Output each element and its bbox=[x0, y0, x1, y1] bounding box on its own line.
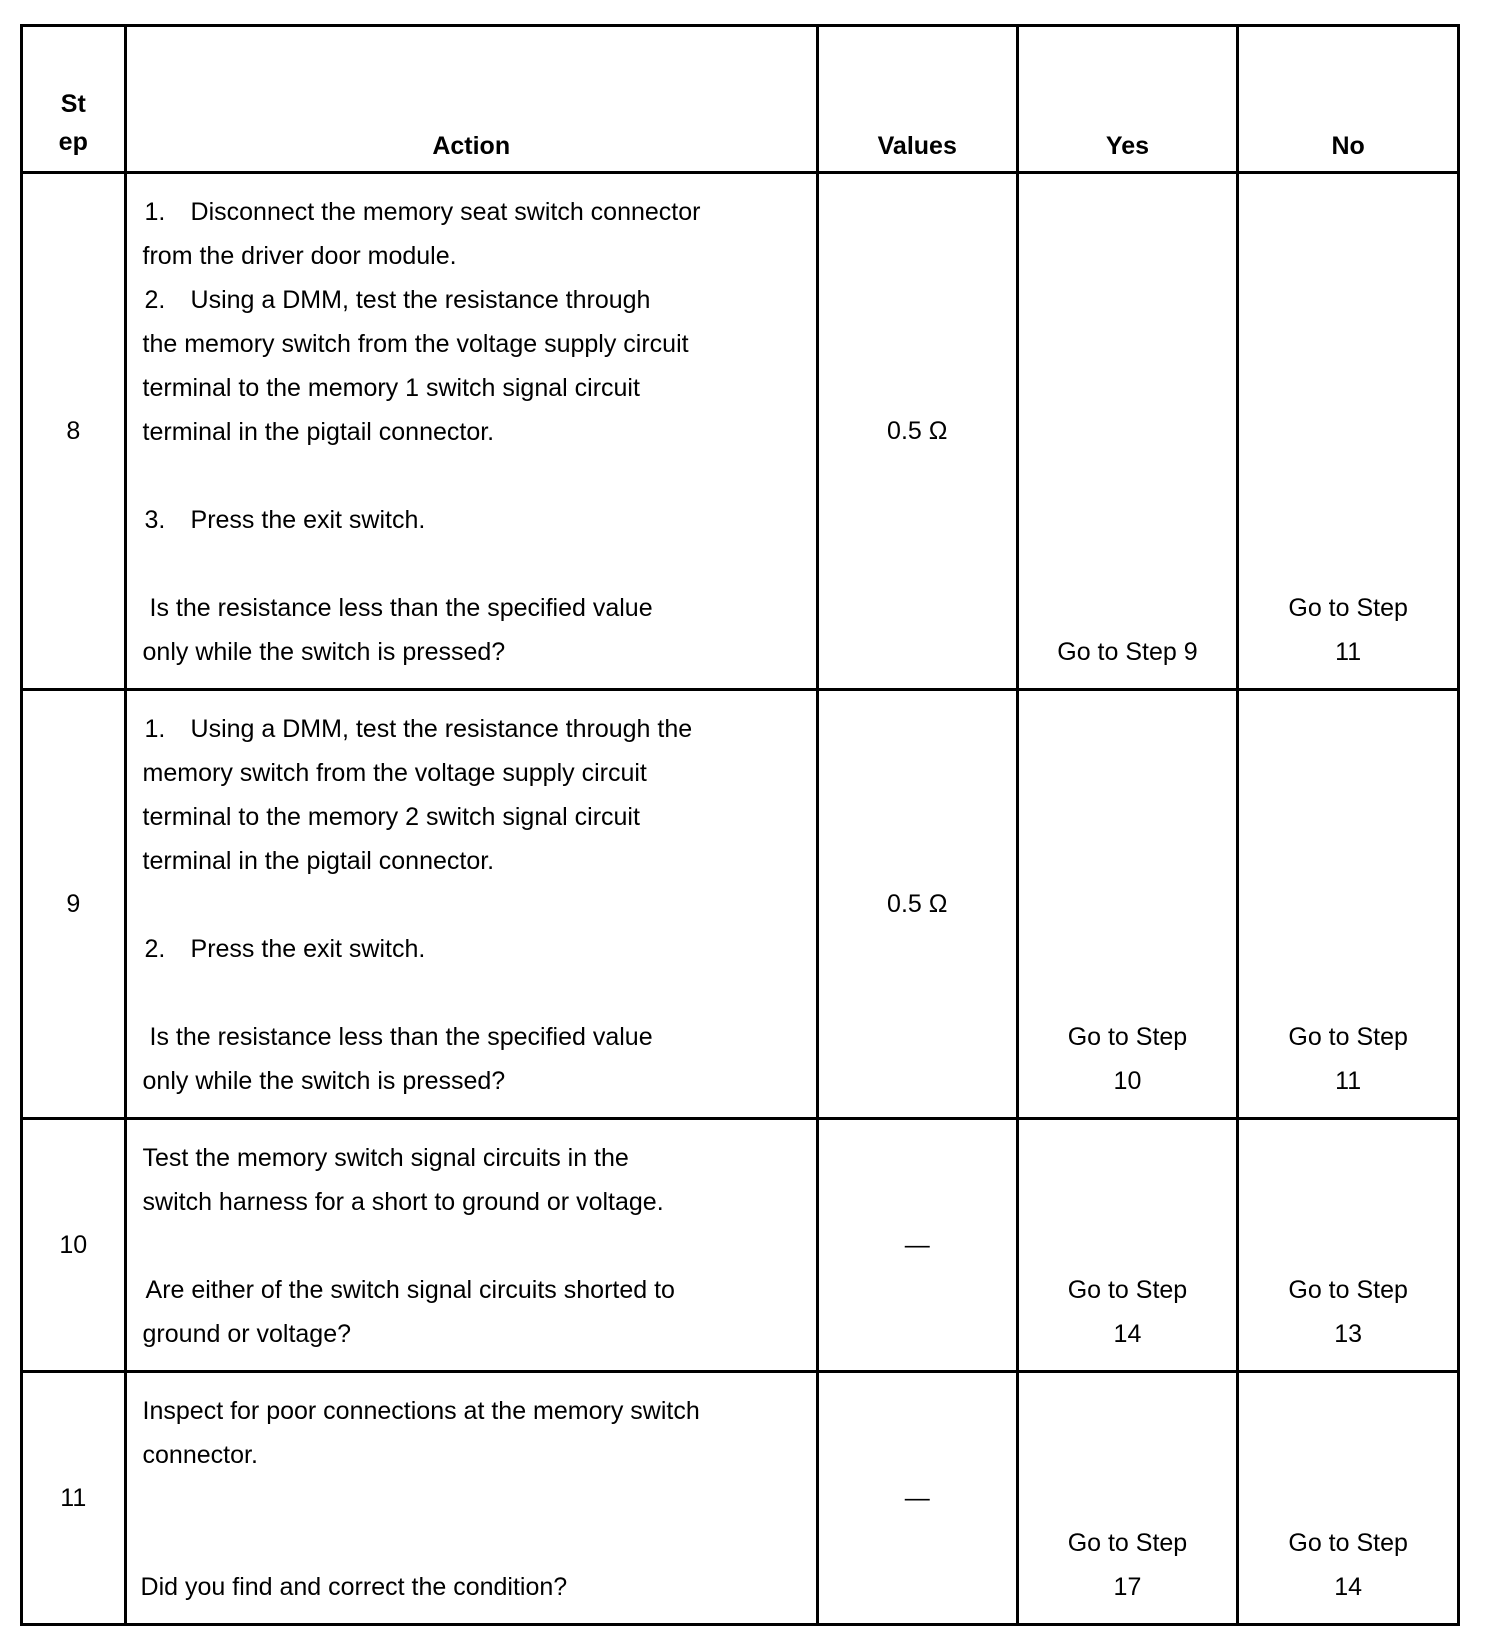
item-number: 1. bbox=[144, 198, 166, 226]
item-number: 1. bbox=[144, 715, 166, 743]
action-cell bbox=[125, 1372, 817, 1625]
diagnostic-table bbox=[20, 24, 1460, 1626]
action-line: Inspect for poor connections at the memory switch bbox=[142, 1397, 700, 1425]
action-line: the memory switch from the voltage supply circuit bbox=[142, 330, 689, 358]
no-line: Go to Step bbox=[1288, 1529, 1408, 1557]
action-cell bbox=[125, 690, 817, 1119]
question-line: Is the resistance less than the specified value bbox=[149, 594, 653, 622]
question-line: Did you find and correct the condition? bbox=[140, 1573, 568, 1601]
no-header: No bbox=[1238, 26, 1459, 173]
yes-line: 17 bbox=[1113, 1573, 1142, 1601]
value-cell: 0.5 Ω bbox=[817, 690, 1017, 1119]
yes-cell bbox=[1017, 1119, 1238, 1372]
yes-line: Go to Step 9 bbox=[1057, 638, 1198, 666]
table-row bbox=[22, 1372, 1459, 1625]
action-line: Using a DMM, test the resistance through the bbox=[190, 715, 693, 743]
action-line: memory switch from the voltage supply circuit bbox=[142, 759, 647, 787]
action-line: terminal in the pigtail connector. bbox=[142, 418, 495, 446]
step-number: 8 bbox=[22, 173, 126, 690]
step-number: 11 bbox=[22, 1372, 126, 1625]
yes-cell bbox=[1017, 173, 1238, 690]
action-cell bbox=[125, 1119, 817, 1372]
no-line: Go to Step bbox=[1288, 1023, 1408, 1051]
step-header-line2: ep bbox=[58, 128, 88, 156]
question-line: ground or voltage? bbox=[142, 1320, 352, 1348]
action-line: Disconnect the memory seat switch connector bbox=[190, 198, 701, 226]
action-header: Action bbox=[125, 26, 817, 173]
no-cell bbox=[1238, 173, 1459, 690]
action-line: Press the exit switch. bbox=[190, 506, 426, 534]
action-line: terminal to the memory 2 switch signal circuit bbox=[142, 803, 640, 831]
question-line: Are either of the switch signal circuits shorted to bbox=[145, 1276, 675, 1304]
no-line: 11 bbox=[1335, 638, 1362, 666]
yes-line: Go to Step bbox=[1067, 1529, 1188, 1557]
yes-line: Go to Step bbox=[1067, 1023, 1188, 1051]
no-line: Go to Step bbox=[1288, 594, 1408, 622]
value-cell: 0.5 Ω bbox=[817, 173, 1017, 690]
value-cell: — bbox=[817, 1119, 1017, 1372]
no-line: 13 bbox=[1334, 1320, 1363, 1348]
question-line: only while the switch is pressed? bbox=[142, 1067, 506, 1095]
table-row bbox=[22, 173, 1459, 690]
item-number: 2. bbox=[144, 935, 166, 963]
values-header: Values bbox=[817, 26, 1017, 173]
action-line: terminal to the memory 1 switch signal circuit bbox=[142, 374, 640, 402]
action-line: Using a DMM, test the resistance through bbox=[190, 286, 651, 314]
header-row bbox=[22, 26, 1459, 173]
action-line: switch harness for a short to ground or voltage. bbox=[142, 1188, 664, 1216]
item-number: 2. bbox=[144, 286, 166, 314]
action-line: connector. bbox=[142, 1441, 258, 1469]
no-line: Go to Step bbox=[1288, 1276, 1408, 1304]
yes-line: Go to Step bbox=[1067, 1276, 1188, 1304]
item-number: 3. bbox=[144, 506, 166, 534]
step-header bbox=[22, 26, 126, 173]
no-cell bbox=[1238, 1372, 1459, 1625]
action-cell bbox=[125, 173, 817, 690]
yes-line: 10 bbox=[1113, 1067, 1142, 1095]
yes-cell bbox=[1017, 690, 1238, 1119]
no-line: 11 bbox=[1335, 1067, 1362, 1095]
table-row bbox=[22, 690, 1459, 1119]
no-cell bbox=[1238, 1119, 1459, 1372]
yes-cell bbox=[1017, 1372, 1238, 1625]
action-line: Press the exit switch. bbox=[190, 935, 426, 963]
yes-line: 14 bbox=[1113, 1320, 1142, 1348]
yes-header: Yes bbox=[1017, 26, 1238, 173]
no-line: 14 bbox=[1334, 1573, 1363, 1601]
value-cell: — bbox=[817, 1372, 1017, 1625]
no-cell bbox=[1238, 690, 1459, 1119]
action-line: Test the memory switch signal circuits in the bbox=[142, 1144, 629, 1172]
step-number: 9 bbox=[22, 690, 126, 1119]
action-line: from the driver door module. bbox=[142, 242, 457, 270]
step-number: 10 bbox=[22, 1119, 126, 1372]
question-line: only while the switch is pressed? bbox=[142, 638, 506, 666]
step-header-line1: St bbox=[60, 90, 86, 118]
action-question bbox=[143, 1268, 802, 1356]
action-line: terminal in the pigtail connector. bbox=[142, 847, 495, 875]
table-row bbox=[22, 1119, 1459, 1372]
action-question bbox=[143, 1015, 802, 1103]
question-line: Is the resistance less than the specified value bbox=[149, 1023, 653, 1051]
action-question bbox=[143, 586, 802, 674]
